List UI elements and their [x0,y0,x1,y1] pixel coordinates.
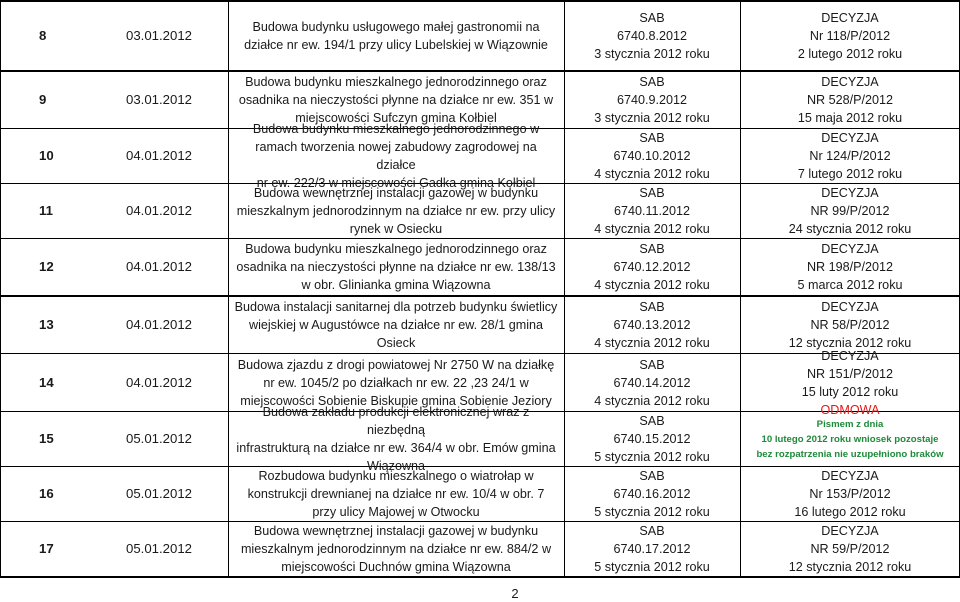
decision [740,239,960,295]
decision [740,72,960,128]
filing-date-text: 03.01.2012 [126,92,193,107]
project-description [228,2,564,70]
row-number-text: 9 [39,92,47,107]
case-reference-line: 6740.17.2012 [613,542,691,556]
case-reference-line: SAB [639,300,665,314]
project-description-line: rynek w Osiecku [349,222,443,236]
decision-line: DECYZJA [821,469,879,483]
row-number [0,2,76,70]
filing-date [76,129,228,183]
project-description-line: Budowa budynku mieszkalnego jednorodzinnego oraz [245,75,547,89]
project-description-line: ramach tworzenia nowej zabudowy zagrodowej na działce [255,140,537,172]
case-reference-line: 6740.16.2012 [613,487,691,501]
case-reference-line: 4 stycznia 2012 roku [594,167,710,181]
project-description-line: przy ulicy Majowej w Otwocku [312,505,480,519]
case-reference [564,129,740,183]
decision-line: bez rozpatrzenia nie uzupełniono braków [756,448,944,460]
case-reference [564,522,740,576]
row-number [0,412,76,466]
filing-date-text: 04.01.2012 [126,374,193,390]
case-reference-line: 6740.15.2012 [613,432,691,446]
case-reference-line: 3 stycznia 2012 roku [594,111,710,125]
project-description-line: wiejskiej w Augustówce na działce nr ew. 28/1 gmina [248,318,543,332]
project-description [228,405,564,473]
case-reference-line: 6740.8.2012 [616,29,688,43]
case-reference-line: 6740.10.2012 [613,149,691,163]
row-number-text: 10 [39,148,54,163]
decision-line: NR 99/P/2012 [810,204,890,218]
case-reference-line: 6740.14.2012 [613,375,691,390]
project-description-line: infrastrukturą na działce nr ew. 364/4 w obr. Emów gmina [236,441,556,455]
case-reference-line: 4 stycznia 2012 roku [594,222,710,236]
filing-date-text: 05.01.2012 [126,541,193,556]
decision-line: DECYZJA [821,11,879,25]
decision-line: DECYZJA [821,186,879,200]
row-number [0,467,76,521]
row-number [0,129,76,183]
filing-date [76,522,228,576]
decision-line: DECYZJA [821,242,879,256]
project-description-line: Rozbudowa budynku mieszkalnego o wiatrołap w [258,469,534,483]
decision [740,2,960,70]
row-number [0,239,76,295]
decision-line: 15 luty 2012 roku [801,384,899,399]
decision-line: 12 stycznia 2012 roku [788,336,912,350]
row-number [0,72,76,128]
decision-line: NR 59/P/2012 [810,542,890,556]
project-description [228,467,564,521]
filing-date [76,72,228,128]
decision-line: Nr 153/P/2012 [809,487,891,501]
decision-line: NR 528/P/2012 [806,93,894,107]
row-number [0,297,76,353]
case-reference-line: 5 stycznia 2012 roku [594,505,710,519]
project-description [228,122,564,190]
project-description-line: osadnika na nieczystości płynne na działce nr ew. 138/13 [236,260,556,274]
case-reference-line: 3 stycznia 2012 roku [594,47,710,61]
case-reference [564,2,740,70]
decision-line: NR 151/P/2012 [806,366,894,381]
filing-date [76,467,228,521]
row-number [0,354,76,411]
decision-line: 2 lutego 2012 roku [797,47,903,61]
decision-line: DECYZJA [821,300,879,314]
case-reference-line: SAB [639,75,665,89]
filing-date [76,239,228,295]
decision [740,129,960,183]
filing-date-text: 04.01.2012 [126,317,193,332]
project-description-line: mieszkalnym jednorodzinnym na działce nr ew. przy ulicy [236,204,556,218]
project-description [228,239,564,295]
filing-date-text: 03.01.2012 [126,28,193,43]
decision-line: 10 lutego 2012 roku wniosek pozostaje [761,433,939,445]
case-reference-line: SAB [639,242,665,256]
project-description-line: miejscowości Sufczyn gmina Kołbiel [295,111,497,125]
case-reference-line: SAB [639,357,665,372]
case-reference-line: 6740.12.2012 [613,260,691,274]
decision-line: 7 lutego 2012 roku [797,167,903,181]
project-description-line: Budowa budynku mieszkalnego jednorodzinnego oraz [245,242,547,256]
project-description-line: mieszkalnym jednorodzinnym na działce nr ew. 884/2 w [240,542,552,556]
decision-line: Nr 124/P/2012 [809,149,891,163]
case-reference-line: 4 stycznia 2012 roku [594,278,710,292]
row-number [0,184,76,238]
case-reference-line: 4 stycznia 2012 roku [594,393,710,408]
row-number-text: 17 [39,541,54,556]
case-reference [564,184,740,238]
case-reference [564,297,740,353]
case-reference-line: SAB [639,524,665,538]
project-description-line: Budowa zjazdu z drogi powiatowej Nr 2750 W na działkę [237,357,555,372]
row-number-text: 16 [39,486,54,501]
filing-date-text: 04.01.2012 [126,259,193,274]
decision-line: ODMOWA [820,402,880,417]
decision-line: 12 stycznia 2012 roku [788,560,912,574]
row-number-text: 13 [39,317,54,332]
case-reference-line: SAB [639,186,665,200]
project-description-line: nr ew. 1045/2 po działkach nr ew. 22 ,23 24/1 w [263,375,529,390]
project-description-line: osadnika na nieczystości płynne na działce nr ew. 351 w [238,93,554,107]
row-number [0,522,76,576]
project-description-line: Budowa wewnętrznej instalacji gazowej w budynku [253,186,539,200]
case-reference-line: 6740.13.2012 [613,318,691,332]
case-reference-line: SAB [639,469,665,483]
project-description-line: nr ew. 222/3 w miejscowości Gadka gmina Kołbiel [256,176,536,190]
project-description-line: Budowa zakładu produkcji elektronicznej wraz z niezbędną [262,405,530,437]
filing-date [76,2,228,70]
filing-date [76,412,228,466]
row-number-text: 8 [39,28,47,43]
row-number-text: 11 [39,203,53,218]
decision-line: NR 198/P/2012 [806,260,894,274]
decision-line: DECYZJA [821,524,879,538]
case-reference [564,467,740,521]
row-number-text: 12 [39,259,54,274]
case-reference-line: 5 stycznia 2012 roku [594,450,710,464]
project-description-line: konstrukcji drewnianej na działce nr ew. 10/4 w obr. 7 [247,487,545,501]
case-reference-line: SAB [639,11,665,25]
decision [740,184,960,238]
row-number-text: 14 [39,374,54,390]
page-number: 2 [511,586,519,601]
project-description-line: działce nr ew. 194/1 przy ulicy Lubelskiej w Wiązownie [244,38,548,52]
decision [740,522,960,576]
project-description [228,522,564,576]
filing-date [76,297,228,353]
project-description-line: Wiązowna [366,459,426,473]
project-description-line: Budowa wewnętrznej instalacji gazowej w budynku [253,524,539,538]
project-description-line: Budowa budynku usługowego małej gastronomii na [252,20,540,34]
case-reference-line: 4 stycznia 2012 roku [594,336,710,350]
decision [740,297,960,353]
filing-date-text: 05.01.2012 [126,486,193,501]
project-description-line: Budowa budynku mieszkalnego jednorodzinnego w [252,122,540,136]
decision-line: Pismem z dnia [816,418,884,430]
decision-line: 16 lutego 2012 roku [794,505,906,519]
decision [740,348,960,417]
filing-date [76,184,228,238]
decision-line: Nr 118/P/2012 [809,29,891,43]
case-reference [564,412,740,466]
case-reference [564,354,740,411]
project-description-line: w obr. Glinianka gmina Wiązowna [301,278,491,292]
decision [740,467,960,521]
project-description-line: miejscowości Duchnów gmina Wiązowna [281,560,511,574]
decision [740,412,960,466]
filing-date-text: 04.01.2012 [126,148,193,163]
decision-line: 24 stycznia 2012 roku [788,222,912,236]
project-description-line: Budowa instalacji sanitarnej dla potrzeb budynku świetlicy [234,300,558,314]
project-description [228,184,564,238]
case-reference-line: 6740.11.2012 [613,204,691,218]
project-description-line: Osieck [376,336,416,350]
decision-line: DECYZJA [821,75,879,89]
decision-line: NR 58/P/2012 [810,318,890,332]
filing-date-text: 05.01.2012 [126,431,193,446]
case-reference-line: SAB [639,414,665,428]
case-reference-line: SAB [639,131,665,145]
filing-date-text: 04.01.2012 [126,203,193,218]
filing-date [76,354,228,411]
case-reference [564,72,740,128]
project-description [228,297,564,353]
case-reference-line: 6740.9.2012 [616,93,688,107]
case-reference-line: 5 stycznia 2012 roku [594,560,710,574]
project-description-line: miejscowości Sobienie Biskupie gmina Sobienie Jeziory [240,393,552,408]
table-rule [0,576,960,578]
row-number-text: 15 [39,431,54,446]
case-reference [564,239,740,295]
decision-line: DECYZJA [821,348,879,363]
decision-line: DECYZJA [821,131,879,145]
decision-line: 15 maja 2012 roku [797,111,903,125]
decision-line: 5 marca 2012 roku [797,278,903,292]
